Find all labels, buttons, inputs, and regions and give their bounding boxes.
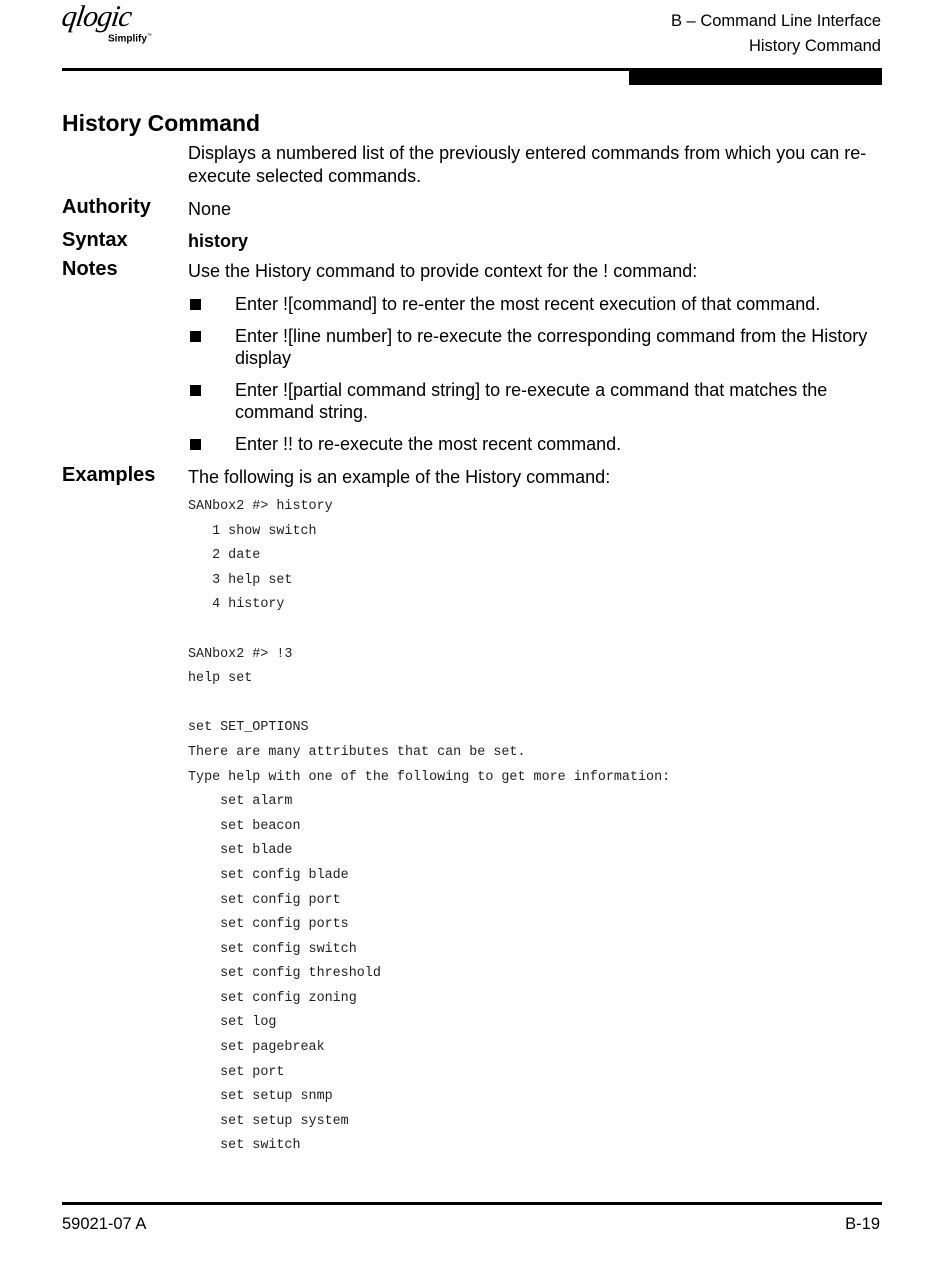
code-line: 3 help set [188,572,293,588]
notes-bullet-list [188,293,888,455]
code-line: set config ports [188,917,349,933]
footer-rule [62,1202,882,1205]
square-bullet-icon [190,385,201,396]
code-line: SANbox2 #> history [188,499,333,514]
code-line: set blade [188,843,293,859]
examples-intro: The following is an example of the History command: [188,467,611,487]
code-line: set switch [188,1138,301,1154]
code-line: set pagebreak [188,1040,325,1056]
code-line [188,618,670,643]
logo-wordmark: qlogic [59,0,134,33]
code-line: There are many attributes that can be set. [188,744,526,760]
page-title: History Command [62,110,261,136]
list-item: Enter ![line number] to re-execute the corresponding command from the History display [188,325,888,370]
authority-label: Authority [62,196,151,218]
code-line: 1 show switch [188,523,317,539]
code-line: set alarm [188,794,293,810]
syntax-label: Syntax [62,229,128,251]
square-bullet-icon [190,299,201,310]
code-line: 4 history [188,597,285,613]
code-line: SANbox2 #> !3 [188,646,293,662]
code-line: set config port [188,892,341,908]
square-bullet-icon [190,331,201,342]
header-tab-bar [629,68,882,85]
code-line: Type help with one of the following to get more information: [188,769,671,785]
code-line: set beacon [188,818,301,834]
notes-intro: Use the History command to provide context for the ! command: [188,261,698,281]
section-title: History Command [748,37,881,55]
code-line: set port [188,1064,285,1080]
code-line: set config switch [188,941,357,957]
code-line: set config threshold [188,966,381,982]
list-item: Enter ![command] to re-enter the most recent execution of that command. [188,293,888,316]
code-line: set config zoning [188,990,357,1006]
list-item: Enter ![partial command string] to re-execute a command that matches the command string. [188,379,888,424]
code-line: set setup snmp [188,1089,333,1105]
code-line [188,692,670,717]
code-line: set config blade [188,867,349,883]
example-code-block [188,495,670,1159]
command-description: Displays a numbered list of the previously entered commands from which you can re-execute selected commands. [188,143,867,186]
authority-value: None [188,199,232,219]
chapter-title: B – Command Line Interface [670,12,881,30]
syntax-value: history [188,231,249,251]
code-line: set SET_OPTIONS [188,720,309,736]
code-line: set log [188,1015,277,1031]
notes-label: Notes [62,258,118,280]
square-bullet-icon [190,439,201,450]
examples-label: Examples [62,464,156,486]
qlogic-logo [60,2,170,60]
logo-tagline: Simplify™ [108,33,152,45]
code-line: 2 date [188,548,261,564]
running-header [671,9,881,59]
trademark-symbol: ™ [146,33,152,39]
page-number: B-19 [845,1215,880,1233]
document-number: 59021-07 A [62,1215,147,1233]
code-line: set setup system [188,1113,349,1129]
list-item: Enter !! to re-execute the most recent command. [188,433,888,456]
code-line: help set [188,671,253,687]
